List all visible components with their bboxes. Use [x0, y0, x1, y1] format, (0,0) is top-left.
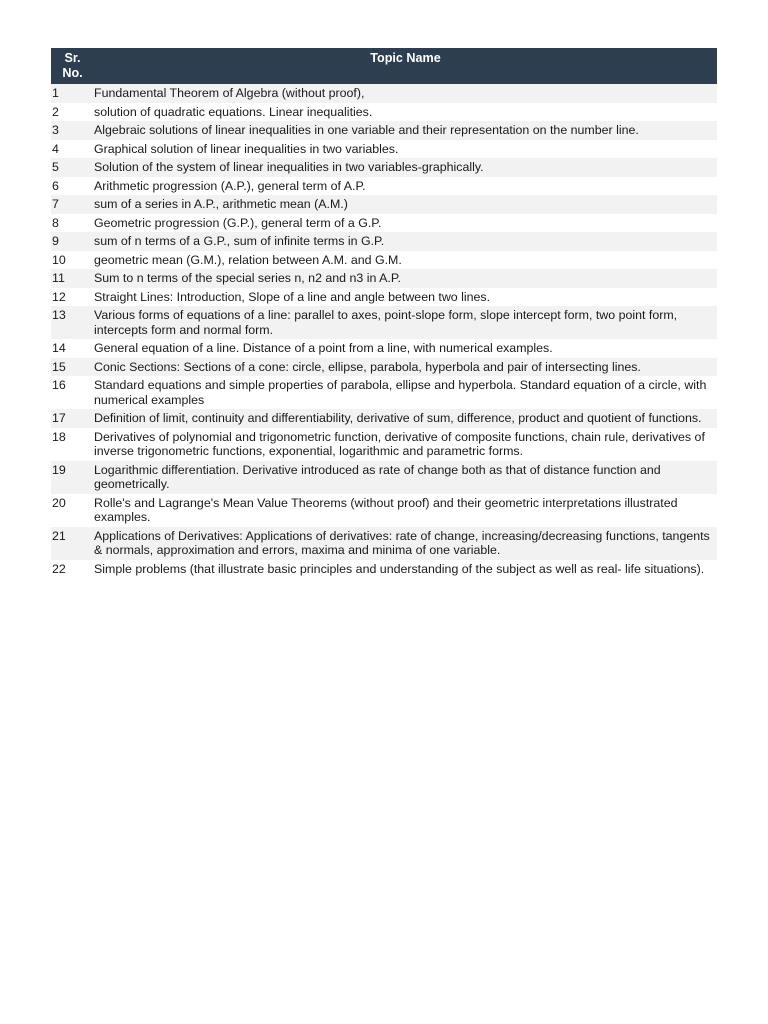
row-topic-name: Fundamental Theorem of Algebra (without proof), — [94, 86, 365, 100]
table-header — [51, 48, 717, 84]
row-topic-name: Straight Lines: Introduction, Slope of a line and angle between two lines. — [94, 289, 491, 304]
table-body — [51, 84, 717, 578]
table-row — [51, 288, 717, 307]
table-row — [51, 140, 717, 159]
row-topic-name: Algebraic solutions of linear inequalities in one variable and their representation on the number line. — [94, 123, 639, 137]
row-sr-no: 17 — [52, 411, 66, 425]
table-row — [51, 214, 717, 233]
table-row — [51, 177, 717, 196]
row-topic-name: sum of n terms of a G.P., sum of infinite terms in G.P. — [94, 234, 385, 248]
row-sr-no: 18 — [52, 429, 66, 444]
row-sr-no: 13 — [52, 308, 66, 322]
row-topic-name: sum of a series in A.P., arithmetic mean (A.M.) — [94, 197, 348, 211]
table-row — [51, 376, 717, 409]
table-row — [51, 269, 717, 288]
row-sr-no: 9 — [52, 234, 59, 248]
row-topic-name: Applications of Derivatives: Applications of derivatives: rate of change, increasing/decreasing functions, tangents & normals, approximation and errors, maxima and minima of one variable. — [94, 528, 710, 557]
row-topic-name: Conic Sections: Sections of a cone: circle, ellipse, parabola, hyperbola and pair of intersecting lines. — [94, 359, 641, 374]
row-sr-no: 10 — [52, 252, 66, 267]
row-topic-name: Simple problems (that illustrate basic principles and understanding of the subject as well as real- life situations). — [94, 561, 705, 576]
row-topic-name: Logarithmic differentiation. Derivative introduced as rate of change both as that of distance function and geometrically. — [94, 462, 661, 491]
table-row — [51, 358, 717, 377]
table-row — [51, 339, 717, 358]
row-topic-name: Solution of the system of linear inequalities in two variables-graphically. — [94, 160, 484, 174]
table-row — [51, 494, 717, 527]
row-sr-no: 8 — [52, 215, 59, 230]
row-topic-name: geometric mean (G.M.), relation between A.M. and G.M. — [94, 252, 402, 267]
row-sr-no: 7 — [52, 197, 59, 211]
row-sr-no: 22 — [52, 561, 66, 576]
table-row — [51, 251, 717, 270]
topics-table — [51, 48, 717, 578]
row-sr-no: 15 — [52, 359, 66, 374]
row-sr-no: 2 — [52, 104, 59, 119]
row-sr-no: 21 — [52, 528, 66, 543]
row-sr-no: 4 — [52, 141, 59, 156]
row-topic-name: Sum to n terms of the special series n, n2 and n3 in A.P. — [94, 271, 401, 285]
row-topic-name: Standard equations and simple properties of parabola, ellipse and hyperbola. Standard equation of a circle, with numerical examples — [94, 378, 707, 407]
table-row — [51, 232, 717, 251]
table-row — [51, 103, 717, 122]
row-topic-name: Derivatives of polynomial and trigonometric function, derivative of composite functions, chain rule, derivatives of inverse trigonometric functions, exponential, logarithmic and parametric forms. — [94, 429, 705, 458]
row-topic-name: Graphical solution of linear inequalities in two variables. — [94, 141, 399, 156]
table-row — [51, 527, 717, 560]
row-topic-name: solution of quadratic equations. Linear inequalities. — [94, 104, 373, 119]
row-topic-name: Various forms of equations of a line: parallel to axes, point-slope form, slope intercept form, two point form, intercepts form and normal form. — [94, 308, 678, 337]
row-topic-name: General equation of a line. Distance of a point from a line, with numerical examples. — [94, 341, 553, 355]
row-sr-no: 11 — [52, 271, 65, 285]
table-row — [51, 121, 717, 140]
row-sr-no: 16 — [52, 378, 66, 392]
row-topic-name: Definition of limit, continuity and differentiability, derivative of sum, difference, product and quotient of functions. — [94, 411, 702, 425]
row-sr-no: 3 — [52, 123, 59, 137]
table-row — [51, 428, 717, 461]
row-sr-no: 12 — [52, 289, 66, 304]
row-sr-no: 19 — [52, 462, 66, 477]
table-row — [51, 195, 717, 214]
row-sr-no: 20 — [52, 495, 66, 510]
header-row — [51, 48, 717, 84]
table-row — [51, 84, 717, 103]
row-sr-no: 1 — [52, 86, 59, 100]
row-topic-name: Rolle's and Lagrange's Mean Value Theorems (without proof) and their geometric interpretations illustrated examples. — [94, 495, 678, 524]
table-row — [51, 306, 717, 339]
header-sr-no — [51, 48, 94, 84]
header-sr-label: Sr. No. — [62, 51, 83, 80]
header-topic-label: Topic Name — [370, 51, 441, 65]
table-row — [51, 158, 717, 177]
row-sr-no: 5 — [52, 160, 59, 174]
table-row — [51, 461, 717, 494]
document-page — [51, 48, 717, 578]
row-sr-no: 6 — [52, 178, 59, 193]
row-topic-name: Arithmetic progression (A.P.), general term of A.P. — [94, 178, 366, 193]
table-row — [51, 560, 717, 579]
table-row — [51, 409, 717, 428]
row-sr-no: 14 — [52, 341, 66, 355]
header-topic-name — [94, 48, 717, 84]
row-topic-name: Geometric progression (G.P.), general term of a G.P. — [94, 215, 382, 230]
